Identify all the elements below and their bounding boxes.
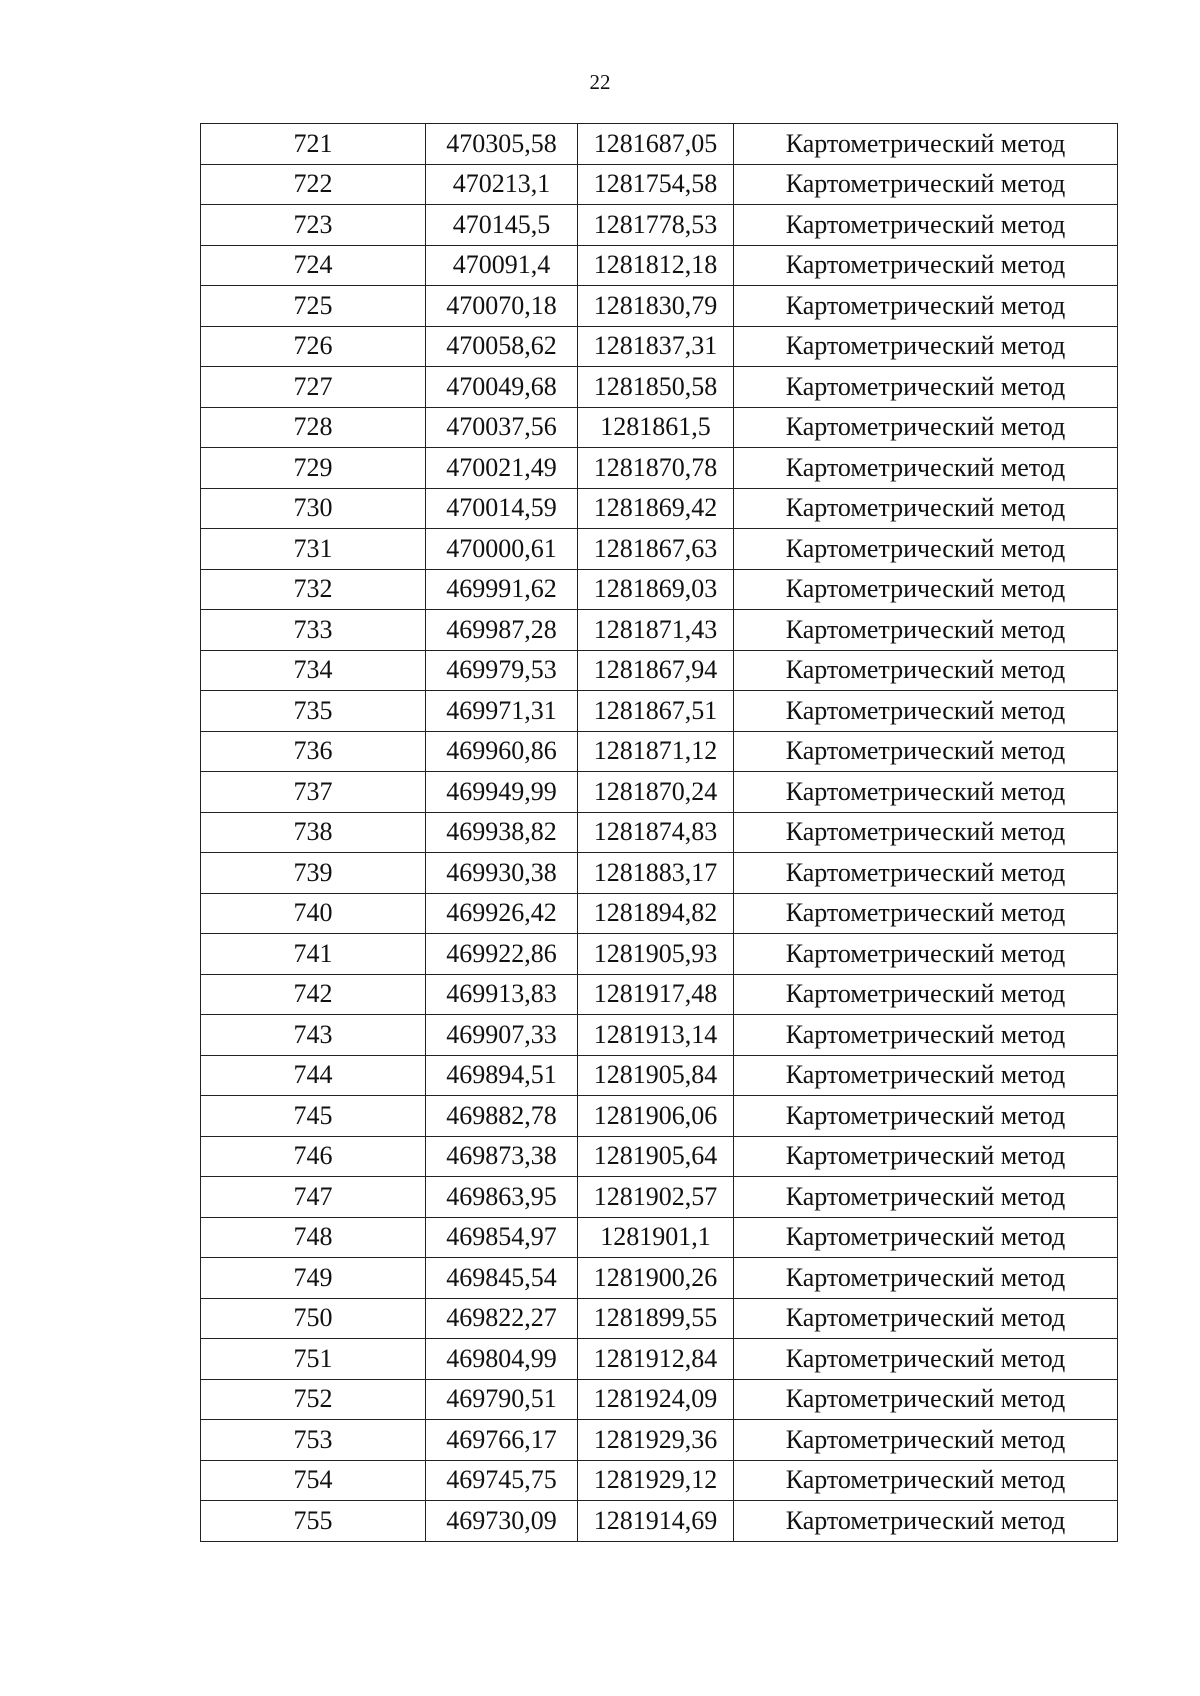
- table-row: [201, 164, 1118, 205]
- y-coordinate-cell: 1281754,58: [578, 164, 734, 205]
- table-row: [201, 367, 1118, 408]
- point-number-cell: 753: [201, 1420, 426, 1461]
- table-row: [201, 488, 1118, 529]
- point-number-cell: 743: [201, 1015, 426, 1056]
- x-coordinate-cell: 470070,18: [426, 286, 578, 327]
- method-cell: Картометрический метод: [734, 1177, 1118, 1218]
- method-cell: Картометрический метод: [734, 772, 1118, 813]
- point-number-cell: 727: [201, 367, 426, 408]
- point-number-cell: 722: [201, 164, 426, 205]
- point-number-cell: 728: [201, 407, 426, 448]
- point-number-cell: 749: [201, 1258, 426, 1299]
- table-row: [201, 1136, 1118, 1177]
- y-coordinate-cell: 1281869,03: [578, 569, 734, 610]
- point-number-cell: 733: [201, 610, 426, 651]
- method-cell: Картометрический метод: [734, 610, 1118, 651]
- x-coordinate-cell: 470000,61: [426, 529, 578, 570]
- point-number-cell: 731: [201, 529, 426, 570]
- method-cell: Картометрический метод: [734, 1015, 1118, 1056]
- method-cell: Картометрический метод: [734, 1258, 1118, 1299]
- y-coordinate-cell: 1281778,53: [578, 205, 734, 246]
- y-coordinate-cell: 1281812,18: [578, 245, 734, 286]
- y-coordinate-cell: 1281905,84: [578, 1055, 734, 1096]
- method-cell: Картометрический метод: [734, 691, 1118, 732]
- x-coordinate-cell: 469913,83: [426, 974, 578, 1015]
- x-coordinate-cell: 469766,17: [426, 1420, 578, 1461]
- x-coordinate-cell: 469971,31: [426, 691, 578, 732]
- x-coordinate-cell: 469938,82: [426, 812, 578, 853]
- method-cell: Картометрический метод: [734, 164, 1118, 205]
- method-cell: Картометрический метод: [734, 569, 1118, 610]
- point-number-cell: 742: [201, 974, 426, 1015]
- table-row: [201, 1460, 1118, 1501]
- method-cell: Картометрический метод: [734, 853, 1118, 894]
- x-coordinate-cell: 469854,97: [426, 1217, 578, 1258]
- x-coordinate-cell: 469790,51: [426, 1379, 578, 1420]
- method-cell: Картометрический метод: [734, 1136, 1118, 1177]
- method-cell: Картометрический метод: [734, 448, 1118, 489]
- method-cell: Картометрический метод: [734, 407, 1118, 448]
- y-coordinate-cell: 1281912,84: [578, 1339, 734, 1380]
- point-number-cell: 739: [201, 853, 426, 894]
- x-coordinate-cell: 469979,53: [426, 650, 578, 691]
- x-coordinate-cell: 470021,49: [426, 448, 578, 489]
- table-row: [201, 326, 1118, 367]
- y-coordinate-cell: 1281870,78: [578, 448, 734, 489]
- x-coordinate-cell: 469926,42: [426, 893, 578, 934]
- table-row: [201, 1096, 1118, 1137]
- point-number-cell: 724: [201, 245, 426, 286]
- x-coordinate-cell: 469949,99: [426, 772, 578, 813]
- point-number-cell: 755: [201, 1501, 426, 1542]
- point-number-cell: 751: [201, 1339, 426, 1380]
- point-number-cell: 752: [201, 1379, 426, 1420]
- page-number: 22: [589, 70, 611, 94]
- x-coordinate-cell: 469745,75: [426, 1460, 578, 1501]
- point-number-cell: 725: [201, 286, 426, 327]
- x-coordinate-cell: 470145,5: [426, 205, 578, 246]
- table-row: [201, 1015, 1118, 1056]
- point-number-cell: 723: [201, 205, 426, 246]
- point-number-cell: 747: [201, 1177, 426, 1218]
- y-coordinate-cell: 1281905,64: [578, 1136, 734, 1177]
- y-coordinate-cell: 1281850,58: [578, 367, 734, 408]
- method-cell: Картометрический метод: [734, 124, 1118, 165]
- y-coordinate-cell: 1281867,51: [578, 691, 734, 732]
- table-row: [201, 691, 1118, 732]
- table-row: [201, 407, 1118, 448]
- point-number-cell: 721: [201, 124, 426, 165]
- table-row: [201, 569, 1118, 610]
- point-number-cell: 736: [201, 731, 426, 772]
- x-coordinate-cell: 469930,38: [426, 853, 578, 894]
- method-cell: Картометрический метод: [734, 367, 1118, 408]
- method-cell: Картометрический метод: [734, 934, 1118, 975]
- method-cell: Картометрический метод: [734, 1420, 1118, 1461]
- x-coordinate-cell: 469922,86: [426, 934, 578, 975]
- y-coordinate-cell: 1281929,12: [578, 1460, 734, 1501]
- point-number-cell: 746: [201, 1136, 426, 1177]
- y-coordinate-cell: 1281869,42: [578, 488, 734, 529]
- y-coordinate-cell: 1281830,79: [578, 286, 734, 327]
- x-coordinate-cell: 469863,95: [426, 1177, 578, 1218]
- table-row: [201, 1217, 1118, 1258]
- y-coordinate-cell: 1281901,1: [578, 1217, 734, 1258]
- x-coordinate-cell: 469882,78: [426, 1096, 578, 1137]
- point-number-cell: 748: [201, 1217, 426, 1258]
- x-coordinate-cell: 469873,38: [426, 1136, 578, 1177]
- method-cell: Картометрический метод: [734, 1339, 1118, 1380]
- table-row: [201, 1501, 1118, 1542]
- coordinates-table: [200, 123, 1118, 1542]
- y-coordinate-cell: 1281867,94: [578, 650, 734, 691]
- x-coordinate-cell: 470014,59: [426, 488, 578, 529]
- table-row: [201, 974, 1118, 1015]
- y-coordinate-cell: 1281913,14: [578, 1015, 734, 1056]
- method-cell: Картометрический метод: [734, 1298, 1118, 1339]
- point-number-cell: 754: [201, 1460, 426, 1501]
- table-row: [201, 893, 1118, 934]
- point-number-cell: 732: [201, 569, 426, 610]
- table-row: [201, 286, 1118, 327]
- y-coordinate-cell: 1281914,69: [578, 1501, 734, 1542]
- table-row: [201, 448, 1118, 489]
- x-coordinate-cell: 470091,4: [426, 245, 578, 286]
- y-coordinate-cell: 1281883,17: [578, 853, 734, 894]
- y-coordinate-cell: 1281837,31: [578, 326, 734, 367]
- x-coordinate-cell: 470213,1: [426, 164, 578, 205]
- table-row: [201, 853, 1118, 894]
- table-row: [201, 812, 1118, 853]
- method-cell: Картометрический метод: [734, 1096, 1118, 1137]
- x-coordinate-cell: 469894,51: [426, 1055, 578, 1096]
- point-number-cell: 744: [201, 1055, 426, 1096]
- x-coordinate-cell: 470049,68: [426, 367, 578, 408]
- method-cell: Картометрический метод: [734, 245, 1118, 286]
- x-coordinate-cell: 469987,28: [426, 610, 578, 651]
- method-cell: Картометрический метод: [734, 488, 1118, 529]
- table-row: [201, 1177, 1118, 1218]
- y-coordinate-cell: 1281906,06: [578, 1096, 734, 1137]
- y-coordinate-cell: 1281871,12: [578, 731, 734, 772]
- x-coordinate-cell: 469845,54: [426, 1258, 578, 1299]
- method-cell: Картометрический метод: [734, 1460, 1118, 1501]
- table-row: [201, 124, 1118, 165]
- y-coordinate-cell: 1281899,55: [578, 1298, 734, 1339]
- point-number-cell: 734: [201, 650, 426, 691]
- table-row: [201, 934, 1118, 975]
- y-coordinate-cell: 1281929,36: [578, 1420, 734, 1461]
- method-cell: Картометрический метод: [734, 326, 1118, 367]
- table-row: [201, 1420, 1118, 1461]
- point-number-cell: 738: [201, 812, 426, 853]
- x-coordinate-cell: 469822,27: [426, 1298, 578, 1339]
- y-coordinate-cell: 1281871,43: [578, 610, 734, 651]
- method-cell: Картометрический метод: [734, 893, 1118, 934]
- y-coordinate-cell: 1281894,82: [578, 893, 734, 934]
- y-coordinate-cell: 1281924,09: [578, 1379, 734, 1420]
- x-coordinate-cell: 470037,56: [426, 407, 578, 448]
- y-coordinate-cell: 1281905,93: [578, 934, 734, 975]
- method-cell: Картометрический метод: [734, 731, 1118, 772]
- table-row: [201, 1339, 1118, 1380]
- y-coordinate-cell: 1281870,24: [578, 772, 734, 813]
- table-row: [201, 1055, 1118, 1096]
- table-row: [201, 610, 1118, 651]
- table-row: [201, 1258, 1118, 1299]
- point-number-cell: 735: [201, 691, 426, 732]
- point-number-cell: 741: [201, 934, 426, 975]
- x-coordinate-cell: 469907,33: [426, 1015, 578, 1056]
- y-coordinate-cell: 1281687,05: [578, 124, 734, 165]
- y-coordinate-cell: 1281874,83: [578, 812, 734, 853]
- x-coordinate-cell: 469960,86: [426, 731, 578, 772]
- x-coordinate-cell: 469804,99: [426, 1339, 578, 1380]
- method-cell: Картометрический метод: [734, 1379, 1118, 1420]
- table-row: [201, 731, 1118, 772]
- method-cell: Картометрический метод: [734, 1055, 1118, 1096]
- method-cell: Картометрический метод: [734, 1217, 1118, 1258]
- x-coordinate-cell: 470058,62: [426, 326, 578, 367]
- table-row: [201, 245, 1118, 286]
- method-cell: Картометрический метод: [734, 1501, 1118, 1542]
- method-cell: Картометрический метод: [734, 205, 1118, 246]
- method-cell: Картометрический метод: [734, 529, 1118, 570]
- y-coordinate-cell: 1281917,48: [578, 974, 734, 1015]
- x-coordinate-cell: 469991,62: [426, 569, 578, 610]
- method-cell: Картометрический метод: [734, 974, 1118, 1015]
- method-cell: Картометрический метод: [734, 650, 1118, 691]
- table-row: [201, 772, 1118, 813]
- y-coordinate-cell: 1281902,57: [578, 1177, 734, 1218]
- coordinates-table-body: [201, 124, 1118, 1542]
- table-row: [201, 1298, 1118, 1339]
- table-row: [201, 205, 1118, 246]
- table-row: [201, 650, 1118, 691]
- point-number-cell: 730: [201, 488, 426, 529]
- y-coordinate-cell: 1281867,63: [578, 529, 734, 570]
- point-number-cell: 729: [201, 448, 426, 489]
- point-number-cell: 740: [201, 893, 426, 934]
- point-number-cell: 745: [201, 1096, 426, 1137]
- table-row: [201, 1379, 1118, 1420]
- table-row: [201, 529, 1118, 570]
- point-number-cell: 726: [201, 326, 426, 367]
- point-number-cell: 750: [201, 1298, 426, 1339]
- method-cell: Картометрический метод: [734, 812, 1118, 853]
- y-coordinate-cell: 1281900,26: [578, 1258, 734, 1299]
- x-coordinate-cell: 470305,58: [426, 124, 578, 165]
- method-cell: Картометрический метод: [734, 286, 1118, 327]
- y-coordinate-cell: 1281861,5: [578, 407, 734, 448]
- x-coordinate-cell: 469730,09: [426, 1501, 578, 1542]
- point-number-cell: 737: [201, 772, 426, 813]
